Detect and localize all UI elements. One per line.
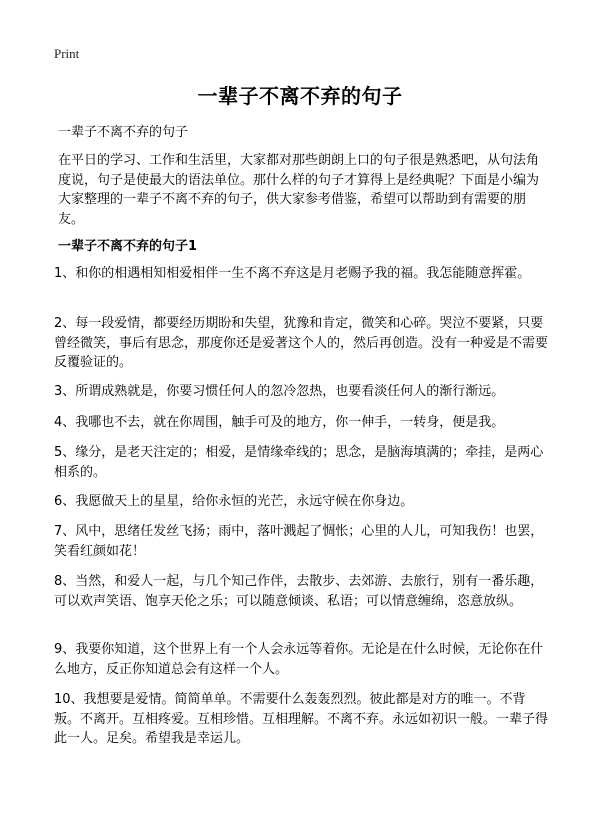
quote-item-3: 3、所谓成熟就是，你要习惯任何人的忽冷忽热，也要看淡任何人的渐行渐远。 [54,384,505,399]
quote-item-6: 6、我愿做天上的星星，给你永恒的光芒，永远守候在你身边。 [54,494,414,509]
print-link[interactable]: Print [54,46,80,61]
quote-item-5: 5、缘分，是老天注定的；相爱，是情缘牵线的；思念，是脑海填满的；牵挂，是两心相系的。 [54,445,544,480]
intro-paragraph: 在平日的学习、工作和生活里，大家都对那些朗朗上口的句子很是熟悉吧，从句法角度说，句子是使最大的语法单位。那什么样的句子才算得上是经典呢？下面是小编为大家整理的一辈子不离不弃的句子，供大家参考借鉴，希望可以帮助到有需要的朋友。 [58,153,540,227]
quote-item-2: 2、每一段爱情，都要经历期盼和失望，犹豫和肯定，微笑和心碎。哭泣不要紧，只要曾经微笑，事后有思念，那度你还是爱著这个人的，然后再创造。没有一种爱是不需要反覆验证的。 [54,316,549,370]
quote-item-9: 9、我要你知道，这个世界上有一个人会永远等着你。无论是在什么时候，无论你在什么地方，反正你知道总会有这样一个人。 [54,642,544,677]
page-title: 一辈子不离不弃的句子 [197,84,403,108]
section-heading: 一辈子不离不弃的句子1 [58,239,198,254]
quote-item-4: 4、我哪也不去，就在你周围，触手可及的地方，你一伸手，一转身，便是我。 [54,415,505,430]
quote-item-7: 7、风中，思绪任发丝飞扬；雨中，落叶溅起了惆怅；心里的人儿，可知我伤！也罢，笑看红颜如花！ [54,524,544,559]
quote-item-8: 8、当然，和爱人一起，与几个知己作伴，去散步、去郊游、去旅行，别有一番乐趣，可以欢声笑语、饱享天伦之乐；可以随意倾谈、私语；可以情意缠绵，恣意放纵。 [54,574,544,609]
quote-item-1: 1、和你的相遇相知相爱相伴一生不离不弃这是月老赐予我的福。我怎能随意挥霍。 [54,266,531,281]
article-subtitle: 一辈子不离不弃的句子 [58,125,189,140]
quote-item-10: 10、我想要是爱情。简简单单。不需要什么轰轰烈烈。彼此都是对方的唯一。不背叛。不离开。互相疼爱。互相珍惜。互相理解。不离不弃。永远如初识一般。一辈子得此一人。足矣。希望我是幸运儿。 [54,692,549,746]
